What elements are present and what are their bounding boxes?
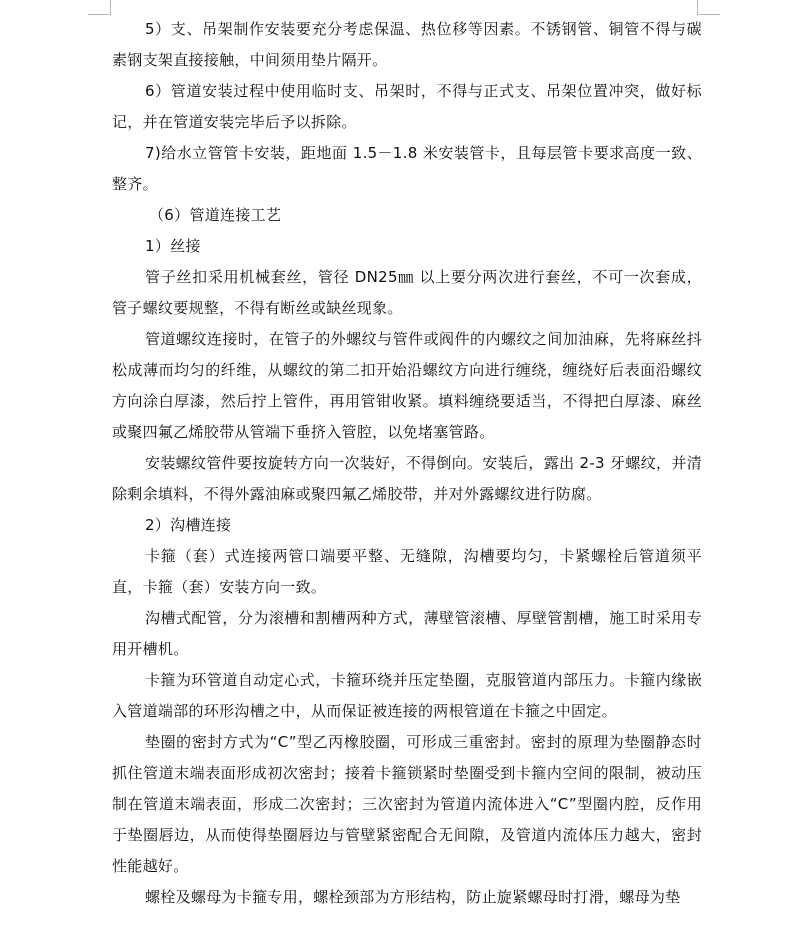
section-heading-pipe-connection: （6）管道连接工艺 — [149, 206, 282, 224]
subheading-threaded-connection: 1）丝接 — [145, 237, 201, 255]
paragraph-fitting-install: 安装螺纹管件要按旋转方向一次装好，不得倒向。安装后，露出 2-3 牙螺纹，并清除剩余填料，不得外露油麻或聚四氟乙烯胶带，并对外露螺纹进行防腐。 — [112, 454, 702, 503]
paragraph-thread-sealing: 管道螺纹连接时，在管子的外螺纹与管件或阀件的内螺纹之间加油麻，先将麻丝抖松成薄而均匀的纤维，从螺纹的第二扣开始沿螺纹方向进行缠绕，缠绕好后表面沿螺纹方向涂白厚漆，然后拧上管件，再用管钳收紧。填料缠绕要适当，不得把白厚漆、麻丝或聚四氟乙烯胶带从管端下垂挤入管腔，以免堵塞管路。 — [112, 330, 702, 441]
page-corner-mark-right — [697, 0, 720, 15]
paragraph-riser-clamp: 7)给水立管管卡安装，距地面 1.5－1.8 米安装管卡，且每层管卡要求高度一致、整齐。 — [112, 144, 702, 193]
document-body — [112, 14, 702, 913]
paragraph-thread-cutting: 管子丝扣采用机械套丝，管径 DN25㎜ 以上要分两次进行套丝，不可一次套成，管子螺纹要规整，不得有断丝或缺丝现象。 — [112, 268, 702, 317]
paragraph-groove-methods: 沟槽式配管，分为滚槽和割槽两种方式，薄壁管滚槽、厚壁管割槽，施工时采用专用开槽机。 — [112, 609, 702, 658]
paragraph-temporary-support: 6）管道安装过程中使用临时支、吊架时，不得与正式支、吊架位置冲突，做好标记，并在管道安装完毕后予以拆除。 — [112, 82, 702, 131]
subheading-groove-connection: 2）沟槽连接 — [145, 516, 232, 534]
paragraph-clamp-connection: 卡箍（套）式连接两管口端要平整、无缝隙，沟槽要均匀，卡紧螺栓后管道须平直，卡箍（套）安装方向一致。 — [112, 547, 702, 596]
paragraph-gasket-sealing: 垫圈的密封方式为“C”型乙丙橡胶圈，可形成三重密封。密封的原理为垫圈静态时抓住管道末端表面形成初次密封；接着卡箍锁紧时垫圈受到卡箍内空间的限制，被动压制在管道末端表面，形成二次密封；三次密封为管道内流体进入“C”型圈内腔，反作用于垫圈唇边，从而使得垫圈唇边与管壁紧密配合无间隙，及管道内流体压力越大，密封性能越好。 — [112, 733, 702, 875]
paragraph-bolts-nuts: 螺栓及螺母为卡箍专用，螺栓颈部为方形结构，防止旋紧螺母时打滑，螺母为垫 — [145, 888, 681, 906]
page-corner-mark-left — [88, 0, 111, 15]
paragraph-support-insulation: 5）支、吊架制作安装要充分考虑保温、热位移等因素。不锈钢管、铜管不得与碳素钢支架直接接触，中间须用垫片隔开。 — [112, 20, 702, 69]
paragraph-clamp-centering: 卡箍为环管道自动定心式，卡箍环绕并压定垫圈，克服管道内部压力。卡箍内缘嵌入管道端部的环形沟槽之中，从而保证被连接的两根管道在卡箍之中固定。 — [112, 671, 702, 720]
